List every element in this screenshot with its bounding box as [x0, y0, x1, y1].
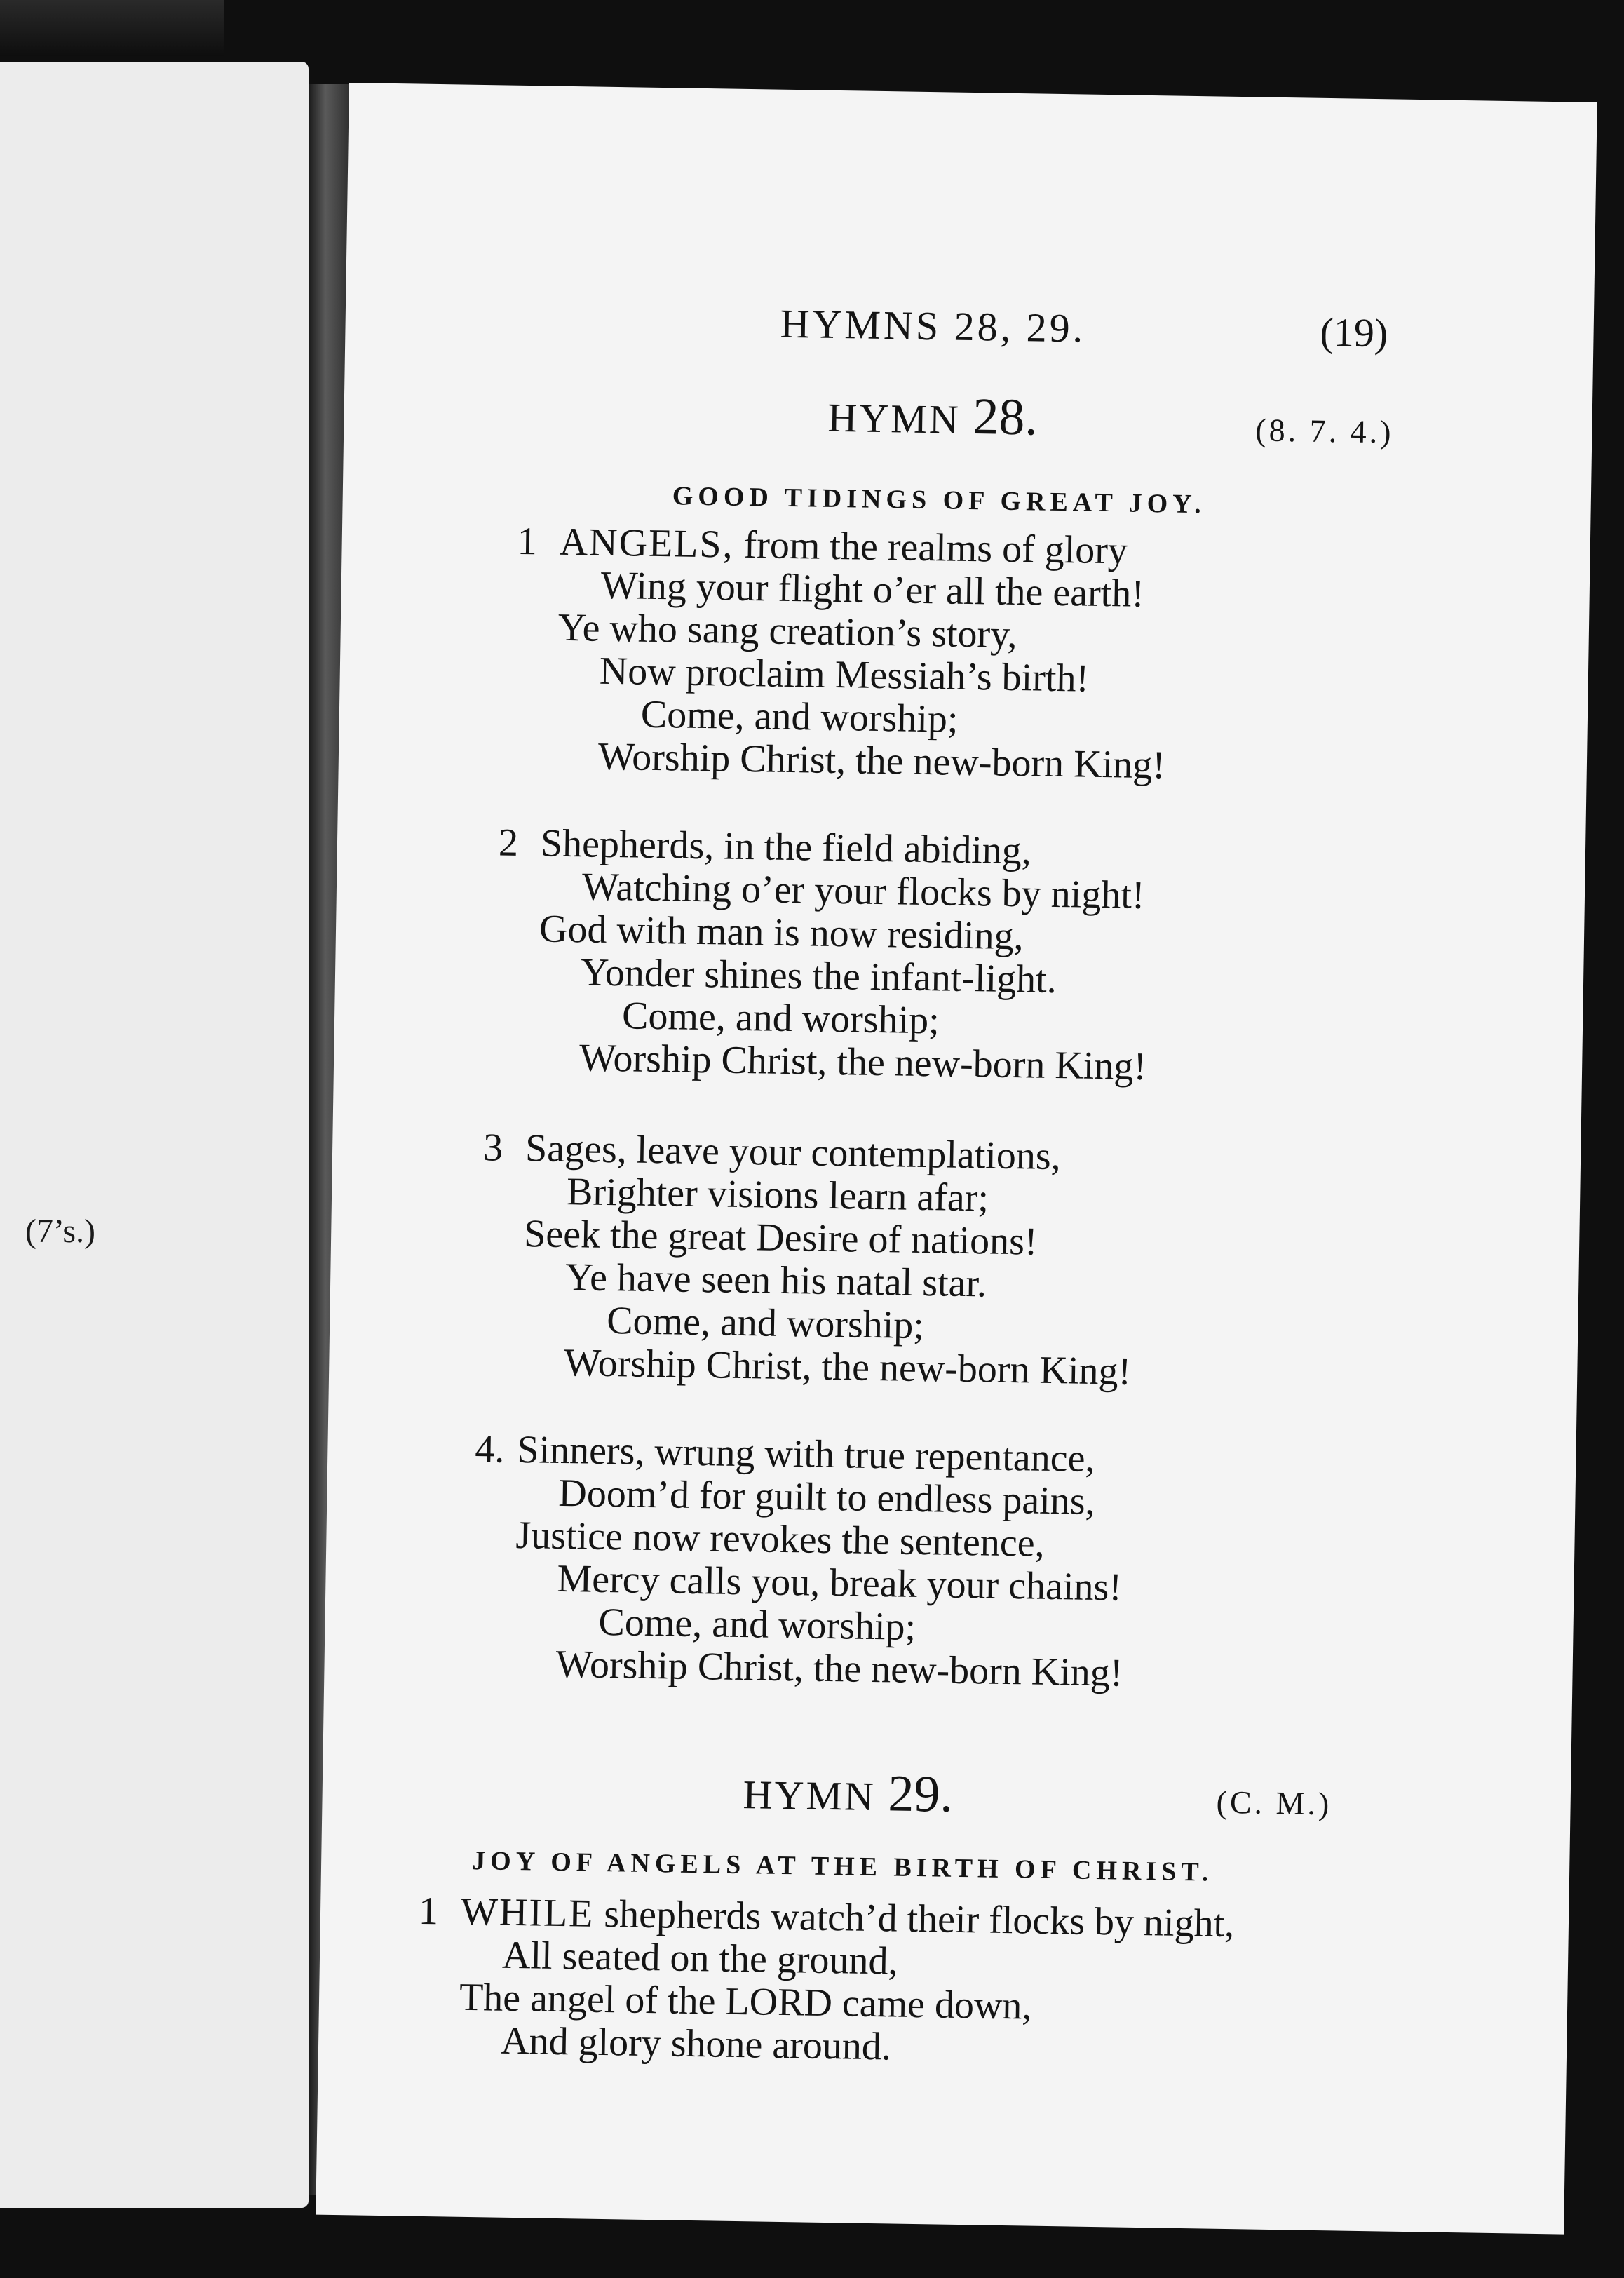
verse-line: Worship Christ, the new-born King!	[578, 1036, 1147, 1089]
verse-line: Worship Christ, the new-born King!	[563, 1341, 1132, 1394]
verse-line: Come, and worship;	[640, 692, 959, 741]
page-number: (19)	[1320, 309, 1388, 356]
verse-line: Wing your flight o’er all the earth!	[600, 563, 1145, 616]
hymn-28-title	[827, 385, 1038, 448]
verse-line-text: Sinners, wrung with true repentance,	[516, 1428, 1096, 1481]
verse-line: Ye have seen his natal star.	[564, 1255, 987, 1306]
verse-line-text: Sages, leave your contemplations,	[525, 1126, 1062, 1179]
verse-line: Come, and worship;	[606, 1298, 925, 1348]
hymn-29-title	[743, 1762, 954, 1825]
running-head: HYMNS 28, 29.	[780, 300, 1086, 351]
verse-line: Brighter visions learn afar;	[566, 1170, 989, 1220]
verse-line: And glory shone around.	[500, 2018, 892, 2069]
hymn-28-verse-1	[513, 520, 1169, 788]
verse-line: Worship Christ, the new-born King!	[555, 1642, 1123, 1695]
verse-line: Worship Christ, the new-born King!	[597, 734, 1166, 788]
verse-line: Mercy calls you, break your chains!	[557, 1556, 1123, 1610]
verse-line: Doom’d for guilt to endless pains,	[557, 1471, 1096, 1523]
left-page	[0, 62, 309, 2208]
left-page-meter-label: (7’s.)	[25, 1213, 95, 1250]
verse-line: All seated on the ground,	[501, 1933, 899, 1983]
verse-line: Come, and worship;	[621, 994, 940, 1043]
verse-line-text: shepherds watch’d their flocks by night,	[593, 1892, 1235, 1946]
hymn-29-meter: (C. M.)	[1216, 1784, 1332, 1822]
hymn-28-meter: (8. 7. 4.)	[1254, 412, 1394, 450]
verse-line: Come, and worship;	[598, 1600, 916, 1649]
verse-number: 1	[418, 1889, 439, 1934]
hymn-28-title-number: 28.	[972, 388, 1038, 447]
verse-line: Yonder shines the infant-light.	[580, 950, 1057, 1002]
verse-line: Justice now revokes the sentence,	[515, 1513, 1046, 1565]
verse-number: 4.	[474, 1427, 505, 1471]
hymn-29-subtitle: JOY OF ANGELS AT THE BIRTH OF CHRIST.	[471, 1846, 1214, 1887]
verse-number: 3	[482, 1126, 503, 1170]
verse-line-text: from the realms of glory	[733, 523, 1128, 573]
verse-line: Watching o’er your flocks by night!	[581, 865, 1146, 917]
verse-line: Seek the great Desire of nations!	[523, 1212, 1038, 1264]
verse-number: 2	[498, 821, 519, 865]
verse-line: Ye who sang creation’s story,	[557, 605, 1018, 657]
verse-first-word: WHILE	[460, 1889, 595, 1936]
verse-line: Now proclaim Messiah’s birth!	[599, 649, 1090, 701]
hymn-28-verse-4	[471, 1428, 1127, 1695]
hymn-28-verse-3	[480, 1126, 1135, 1394]
right-page	[316, 83, 1597, 2235]
verse-line: God with man is now residing,	[539, 907, 1024, 959]
verse-line-text: Shepherds, in the field abiding,	[540, 821, 1032, 873]
verse-first-word: ANGELS,	[559, 520, 735, 567]
hymn-29-title-number: 29.	[887, 1765, 954, 1824]
hymn-29-title-word: HYMN	[743, 1772, 877, 1820]
hymn-28-title-word: HYMN	[827, 394, 961, 443]
hymn-28-subtitle: GOOD TIDINGS OF GREAT JOY.	[672, 481, 1206, 520]
hymn-28-verse-2	[495, 821, 1151, 1089]
left-page-edge	[0, 0, 224, 56]
verse-line: The angel of the LORD came down,	[459, 1975, 1032, 2028]
hymn-29-verse-1	[417, 1890, 1235, 2074]
verse-number: 1	[517, 519, 538, 564]
